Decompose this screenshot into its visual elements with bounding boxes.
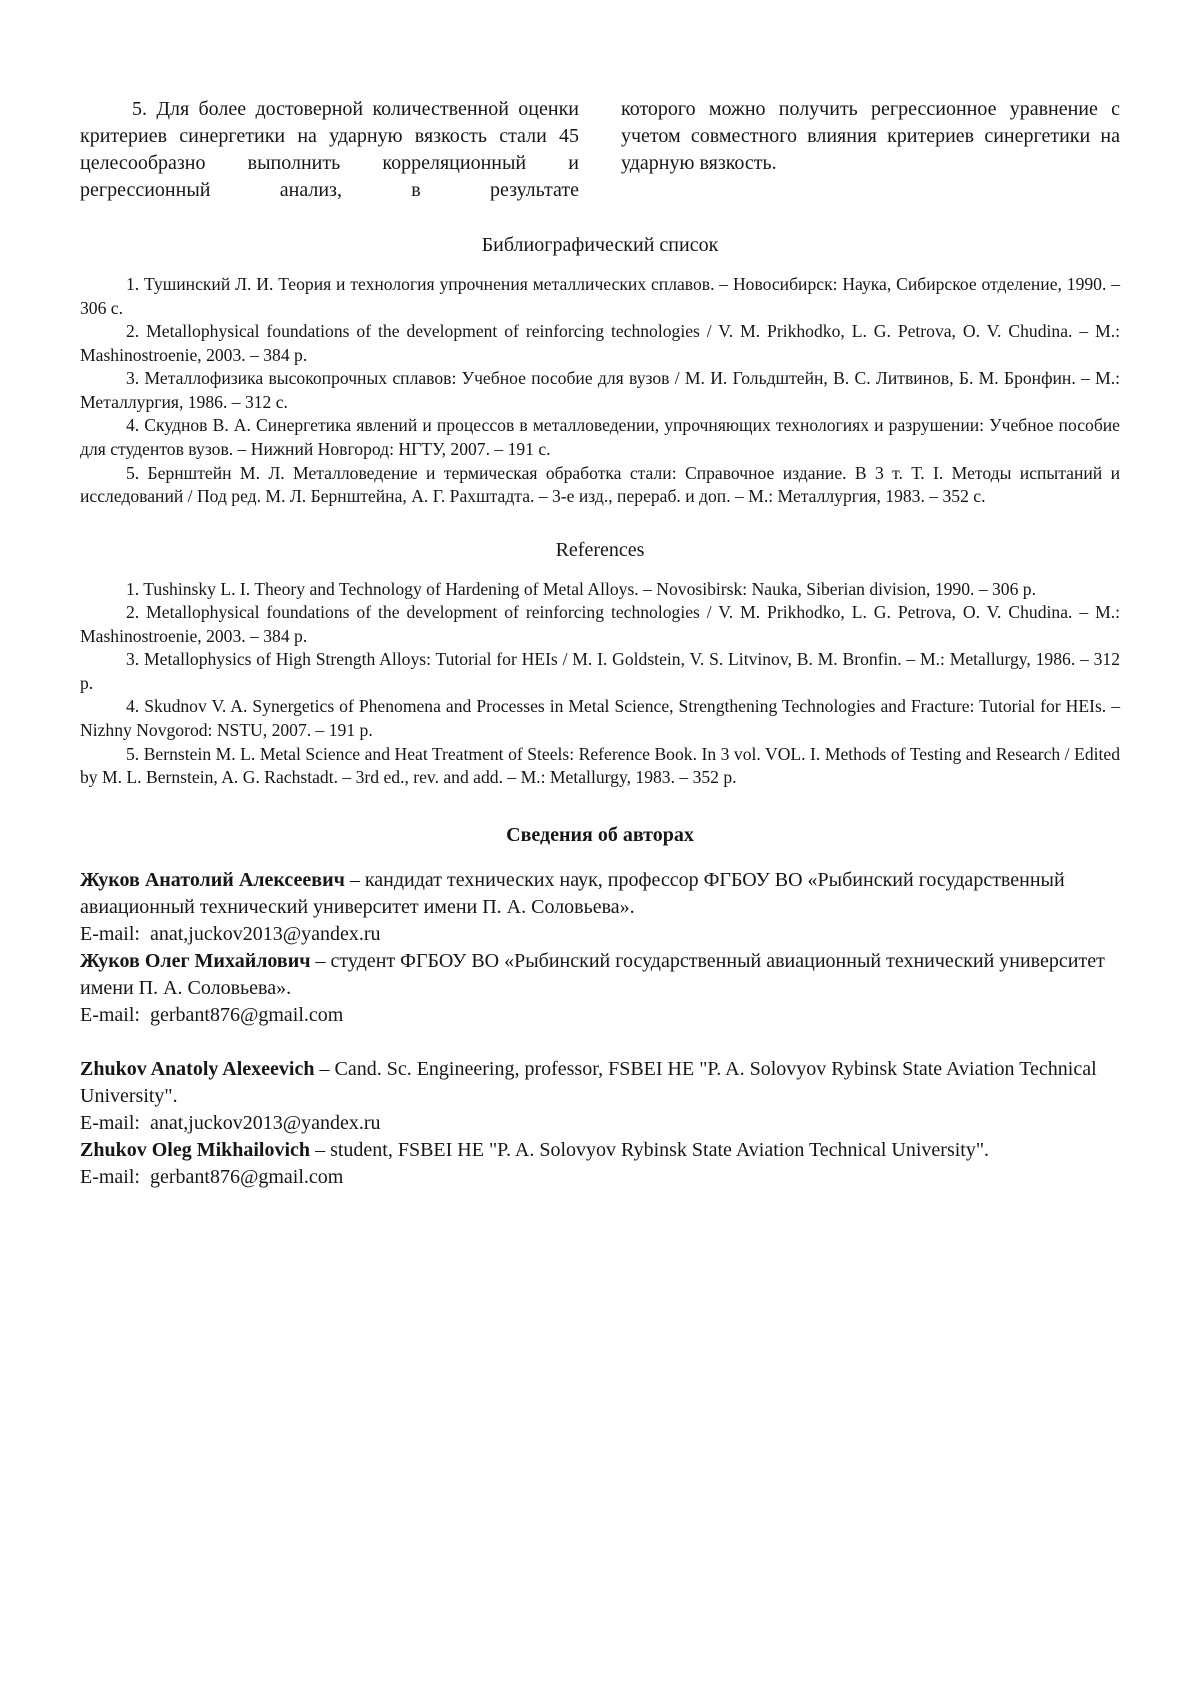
author-detail: E-mail: gerbant876@gmail.com	[80, 1165, 344, 1188]
author-group	[80, 1056, 1120, 1191]
bibliography-item: 2. Metallophysical foundations of the development of reinforcing technologies / V. M. Prikhodko, L. G. Petrova, O. V. Chudina. – М.: Mashinostroenie, 2003. – 384 p.	[80, 321, 1120, 365]
author-detail: – student, FSBEI HE "P. A. Solovyov Rybinsk State Aviation Technical University".	[310, 1138, 989, 1161]
reference-item: 5. Bernstein M. L. Metal Science and Heat Treatment of Steels: Reference Book. In 3 vol. VOL. I. Methods of Testing and Research / Edited by M. L. Bernstein, A. G. Rachstadt. – 3rd ed., rev. and add. – M.: Metallurgy, 1983. – 352 p.	[80, 743, 1120, 788]
author-name: Жуков Анатолий Алексеевич	[80, 868, 345, 891]
reference-item: 2. Metallophysical foundations of the development of reinforcing technologies / V. M. Prikhodko, L. G. Petrova, O. V. Chudina. – M.: Mashinostroenie, 2003. – 384 p.	[80, 602, 1120, 646]
references-list	[80, 578, 1120, 790]
bibliography-item: 5. Бернштейн М. Л. Металловедение и термическая обработка стали: Справочное издание. В 3 т. Т. I. Методы испытаний и исследований / Под ред. М. Л. Бернштейна, А. Г. Рахштадта. – 3-е изд., перераб. и доп. – М.: Металлургия, 1983. – 352 с.	[80, 462, 1120, 507]
bibliography-item: 1. Тушинский Л. И. Теория и технология упрочнения металлических сплавов. – Новосибирск: Наука, Сибирское отделение, 1990. – 306 с.	[80, 274, 1120, 318]
author-line	[80, 1137, 1120, 1164]
conclusion-left-column	[80, 96, 579, 204]
author-name: Жуков Олег Михайлович	[80, 949, 311, 972]
conclusion-right-text: которого можно получить регрессионное уравнение с учетом совместного влияния критериев синергетики на ударную вязкость.	[621, 98, 1120, 174]
author-detail: – кандидат технических наук, профессор ФГБОУ ВО «Рыбинский государственный авиационный технический университет имени П. А. Соловьева».	[80, 868, 1070, 918]
bibliography-item: 4. Скуднов В. А. Синергетика явлений и процессов в металловедении, упрочняющих технологиях и разрушении: Учебное пособие для студентов вузов. – Нижний Новгород: НГТУ, 2007. – 191 с.	[80, 415, 1120, 459]
bibliography-heading: Библиографический список	[481, 234, 719, 256]
author-detail: E-mail: anat,juckov2013@yandex.ru	[80, 922, 381, 945]
conclusion-two-column-block	[80, 96, 1120, 204]
authors-info-heading: Сведения об авторах	[506, 823, 694, 846]
author-line	[80, 1110, 1120, 1137]
reference-item: 4. Skudnov V. A. Synergetics of Phenomena and Processes in Metal Science, Strengthening Technologies and Fracture: Tutorial for HEIs. – Nizhny Novgorod: NSTU, 2007. – 191 p.	[80, 696, 1120, 740]
author-line	[80, 921, 1120, 948]
authors-info-block	[80, 867, 1120, 1191]
author-detail: – Cand. Sc. Engineering, professor, FSBEI HE "P. A. Solovyov Rybinsk State Aviation Technical University".	[80, 1057, 1102, 1107]
bibliography-item: 3. Металлофизика высокопрочных сплавов: Учебное пособие для вузов / М. И. Гольдштейн, В. С. Литвинов, Б. М. Бронфин. – М.: Металлургия, 1986. – 312 с.	[80, 368, 1120, 412]
author-group	[80, 867, 1120, 1029]
author-line	[80, 948, 1120, 1002]
author-line	[80, 1164, 1120, 1191]
reference-item: 3. Metallophysics of High Strength Alloys: Tutorial for HEIs / M. I. Goldstein, V. S. Litvinov, B. M. Bronfin. – M.: Metallurgy, 1986. – 312 p.	[80, 649, 1120, 693]
author-line	[80, 867, 1120, 921]
author-detail: – студент ФГБОУ ВО «Рыбинский государственный авиационный технический университет имени П. А. Соловьева».	[80, 949, 1110, 999]
author-name: Zhukov Oleg Mikhailovich	[80, 1138, 311, 1161]
author-name: Zhukov Anatoly Alexeevich	[80, 1057, 315, 1080]
conclusion-left-text: 5. Для более достоверной количественной оценки критериев синергетики на ударную вязкость стали 45 целесообразно выполнить корреляционный и регрессионный анализ, в результате	[80, 98, 579, 201]
author-detail: E-mail: gerbant876@gmail.com	[80, 1003, 344, 1026]
conclusion-right-column	[621, 96, 1120, 204]
bibliography-list	[80, 273, 1120, 509]
references-heading: References	[555, 538, 645, 561]
reference-item: 1. Tushinsky L. I. Theory and Technology of Hardening of Metal Alloys. – Novosibirsk: Nauka, Siberian division, 1990. – 306 p.	[126, 578, 1036, 599]
author-detail: E-mail: anat,juckov2013@yandex.ru	[80, 1111, 381, 1134]
author-line	[80, 1002, 1120, 1029]
author-line	[80, 1056, 1120, 1110]
